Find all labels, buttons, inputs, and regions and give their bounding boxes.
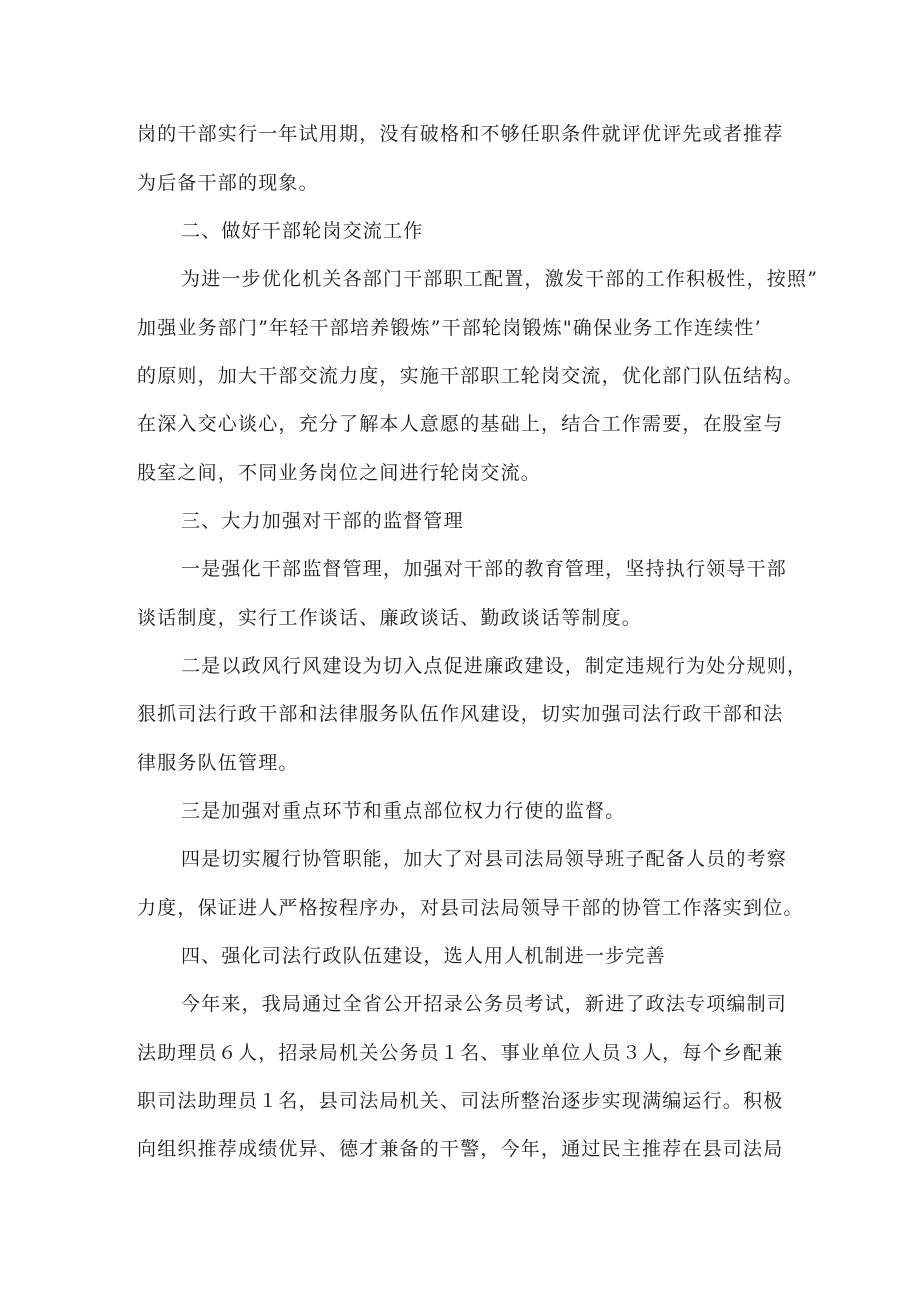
text-line: 谈话制度，实行工作谈话、廉政谈话、勤政谈话等制度。: [137, 607, 643, 629]
text-line: 为后备干部的现象。: [137, 172, 319, 194]
text-line: 法助理员６人，招录局机关公务员１名、事业单位人员３人，每个乡配兼: [137, 1042, 784, 1064]
text-line: 岗的干部实行一年试用期，没有破格和不够任职条件就评优评先或者推荐: [137, 123, 784, 145]
text-line: 加强业务部门”年轻干部培养锻炼”干部轮岗锻炼"确保业务工作连续性’: [137, 317, 762, 339]
text-line: 今年来，我局通过全省公开招录公务员考试，新进了政法专项编制司: [181, 993, 788, 1015]
section-heading: 三、大力加强对干部的监督管理: [181, 510, 464, 532]
text-line: 职司法助理员１名，县司法局机关、司法所整治逐步实现满编运行。积极: [137, 1090, 784, 1112]
text-line: 在深入交心谈心，充分了解本人意愿的基础上，结合工作需要，在股室与: [137, 413, 784, 435]
text-line: 三是加强对重点环节和重点部位权力行使的监督。: [181, 800, 626, 822]
text-line: 为进一步优化机关各部门干部职工配置，激发干部的工作积极性，按照”: [181, 268, 819, 290]
text-line: 向组织推荐成绩优异、德才兼备的干警，今年，通过民主推荐在县司法局: [137, 1138, 784, 1160]
text-line: 一是强化干部监督管理，加强对干部的教育管理，坚持执行领导干部: [181, 558, 788, 580]
text-line: 的原则，加大干部交流力度，实施干部职工轮岗交流，优化部门队伍结构。: [137, 365, 804, 387]
text-line: 狠抓司法行政干部和法律服务队伍作风建设，切实加强司法行政干部和法: [137, 703, 784, 725]
section-heading: 四、强化司法行政队伍建设，选人用人机制进一步完善: [181, 945, 666, 967]
text-line: 股室之间，不同业务岗位之间进行轮岗交流。: [137, 462, 542, 484]
text-line: 四是切实履行协管职能，加大了对县司法局领导班子配备人员的考察: [181, 848, 788, 870]
text-line: 力度，保证进人严格按程序办，对县司法局领导干部的协管工作落实到位。: [137, 897, 804, 919]
text-line: 二是以政风行风建设为切入点促进廉政建设，制定违规行为处分规则，: [181, 655, 808, 677]
text-line: 律服务队伍管理。: [137, 752, 299, 774]
section-heading: 二、做好干部轮岗交流工作: [181, 220, 424, 242]
